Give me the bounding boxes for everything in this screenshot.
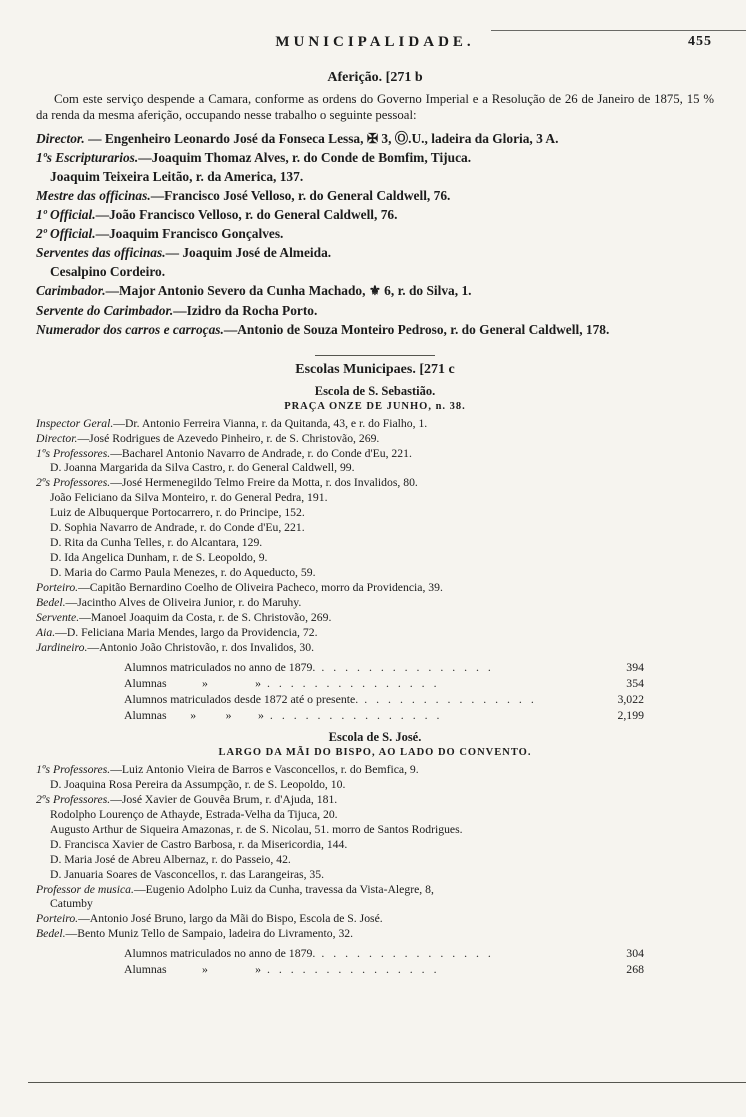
page-header: [36, 34, 714, 58]
entry-text: —Capitão Bernardino Coelho de Oliveira Pacheco, morro da Providencia, 39.: [78, 581, 443, 595]
personnel-entry: [36, 912, 714, 927]
role-label: Bedel.: [36, 927, 66, 941]
personnel-entry: [36, 763, 714, 778]
page-number: 455: [688, 34, 712, 49]
entry-text: Catumby: [50, 897, 93, 911]
role-label: Aia.: [36, 626, 56, 640]
role-label: Professor de musica.: [36, 882, 134, 896]
entry-text: —Francisco José Velloso, r. do General Caldwell, 76.: [150, 188, 451, 204]
role-label: Mestre das officinas.: [36, 188, 151, 204]
personnel-entry: [36, 506, 714, 521]
entry-text: —Joaquim Thomaz Alves, r. do Conde de Bomfim, Tijuca.: [138, 150, 472, 166]
personnel-entry: [36, 417, 714, 432]
dot-leader: [364, 692, 590, 708]
stat-value: 304: [626, 946, 644, 961]
school-name-sebastiao: Escola de S. Sebastião.: [314, 383, 436, 398]
personnel-entry: [36, 581, 714, 596]
sebastiao-enrollment-stats: [124, 660, 644, 724]
afericao-intro-paragraph: Com este serviço despende a Camara, conforme as ordens do Governo Imperial e a Resolução de 26 de Janeiro de 1875, 15 % da renda da mesma aferição, occupando nesse trabalho o seguinte pessoal:: [36, 92, 714, 122]
personnel-entry: [36, 883, 714, 898]
role-label: 2ºs Professores.: [36, 476, 111, 490]
school-address-jose: LARGO DA MÃI DO BISPO, AO LADO DO CONVENTO.: [218, 746, 532, 758]
section-title-afericao: Aferição. [271 b: [327, 70, 423, 85]
stat-row: [124, 946, 644, 962]
personnel-entry: [36, 793, 714, 808]
school-name-jose: Escola de S. José.: [328, 729, 422, 744]
dot-leader: [321, 660, 590, 676]
role-label: Servente.: [36, 611, 80, 625]
role-label: Jardineiro.: [36, 641, 88, 655]
personnel-entry: [36, 853, 714, 868]
personnel-entry: [36, 808, 714, 823]
dot-leader: [270, 708, 590, 724]
stat-row: [124, 660, 644, 676]
entry-text: — Engenheiro Leonardo José da Fonseca Lessa, ✠ 3, Ⓞ.U., ladeira da Gloria, 3 A.: [84, 131, 559, 147]
personnel-entry: [36, 868, 714, 883]
stat-label: Alumnos matriculados desde 1872 até o presente.: [124, 691, 359, 706]
personnel-entry: [36, 521, 714, 536]
entry-text: —Luiz Antonio Vieira de Barros e Vasconcellos, r. do Bemfica, 9.: [110, 762, 419, 776]
entry-text: —Eugenio Adolpho Luiz da Cunha, travessa da Vista-Alegre, 8,: [133, 882, 434, 896]
entry-text: —Izidro da Rocha Porto.: [173, 302, 318, 318]
role-label: 1º Official.: [36, 207, 96, 223]
personnel-entry: [36, 148, 714, 167]
personnel-entry: [36, 536, 714, 551]
stat-label: Alumnas » » »: [124, 707, 264, 722]
header-rule: [491, 30, 746, 31]
stat-row: [124, 676, 644, 692]
role-label: Inspector Geral.: [36, 416, 114, 430]
personnel-entry: [36, 301, 714, 320]
entry-text: D. Januaria Soares de Vasconcellos, r. das Larangeiras, 35.: [50, 867, 325, 881]
personnel-entry: [36, 641, 714, 656]
entry-text: —Jacintho Alves de Oliveira Junior, r. do Maruhy.: [65, 596, 302, 610]
personnel-entry: [36, 243, 714, 262]
personnel-entry: [36, 129, 714, 148]
entry-text: Rodolpho Lourenço de Athayde, Estrada-Velha da Tijuca, 20.: [50, 807, 338, 821]
afericao-personnel-list: [36, 129, 714, 338]
role-label: Porteiro.: [36, 581, 79, 595]
personnel-entry: [36, 491, 714, 506]
entry-text: —João Francisco Velloso, r. do General Caldwell, 76.: [95, 207, 398, 223]
stat-row: [124, 708, 644, 724]
role-label: 1ºs Professores.: [36, 446, 111, 460]
dot-leader: [267, 962, 590, 978]
stat-row: [124, 692, 644, 708]
entry-text: D. Francisca Xavier de Castro Barbosa, r. da Misericordia, 144.: [50, 837, 348, 851]
entry-text: D. Joanna Margarida da Silva Castro, r. do General Caldwell, 99.: [50, 461, 355, 475]
role-label: Carimbador.: [36, 283, 106, 299]
running-title: MUNICIPALIDADE.: [275, 34, 475, 50]
personnel-entry: [36, 224, 714, 243]
personnel-entry: [36, 596, 714, 611]
stat-value: 394: [626, 660, 644, 675]
entry-text: Augusto Arthur de Siqueira Amazonas, r. de S. Nicolau, 51. morro de Santos Rodrigues.: [50, 822, 463, 836]
role-label: 1ºs Professores.: [36, 762, 111, 776]
stat-row: [124, 962, 644, 978]
personnel-entry: [36, 551, 714, 566]
dot-leader: [321, 946, 590, 962]
entry-text: —D. Feliciana Maria Mendes, largo da Providencia, 72.: [55, 626, 318, 640]
role-label: Bedel.: [36, 596, 66, 610]
stat-label: Alumnos matriculados no anno de 1879.: [124, 660, 316, 675]
entry-text: —Antonio José Bruno, largo da Mãi do Bispo, Escola de S. José.: [78, 912, 383, 926]
stat-value: 268: [626, 962, 644, 977]
entry-text: —Manoel Joaquim da Costa, r. de S. Christovão, 269.: [79, 611, 332, 625]
role-label: Servente do Carimbador.: [36, 302, 174, 318]
entry-text: —José Hermenegildo Telmo Freire da Motta, r. dos Invalidos, 80.: [110, 476, 418, 490]
entry-text: —Bento Muniz Tello de Sampaio, ladeira do Livramento, 32.: [65, 927, 354, 941]
dot-leader: [267, 676, 590, 692]
entry-text: Cesalpino Cordeiro.: [50, 264, 166, 280]
stat-value: 2,199: [617, 707, 644, 722]
entry-text: —José Xavier de Gouvêa Brum, r. d'Ajuda, 181.: [110, 792, 338, 806]
stat-label: Alumnas » »: [124, 962, 261, 977]
section-title-escolas: Escolas Municipaes. [271 c: [295, 361, 455, 377]
stat-label: Alumnos matriculados no anno de 1879.: [124, 946, 316, 961]
personnel-entry: [36, 897, 714, 912]
stat-value: 3,022: [617, 691, 644, 706]
entry-text: D. Joaquina Rosa Pereira da Assumpção, r. de S. Leopoldo, 10.: [50, 777, 346, 791]
personnel-entry: [36, 838, 714, 853]
personnel-entry: [36, 447, 714, 462]
sebastiao-personnel-list: [36, 417, 714, 657]
role-label: Serventes das officinas.: [36, 245, 166, 261]
jose-personnel-list: [36, 763, 714, 943]
personnel-entry: [36, 626, 714, 641]
role-label: Director.: [36, 431, 78, 445]
entry-text: D. Ida Angelica Dunham, r. de S. Leopoldo, 9.: [50, 551, 268, 565]
entry-text: —Bacharel Antonio Navarro de Andrade, r. do Conde d'Eu, 221.: [110, 446, 412, 460]
entry-text: D. Maria José de Abreu Albernaz, r. do Passeio, 42.: [50, 852, 291, 866]
personnel-entry: [36, 167, 714, 186]
personnel-entry: [36, 823, 714, 838]
stat-value: 354: [626, 675, 644, 690]
personnel-entry: [36, 205, 714, 224]
personnel-entry: [36, 262, 714, 281]
entry-text: Luiz de Albuquerque Portocarrero, r. do Principe, 152.: [50, 506, 305, 520]
entry-text: —Dr. Antonio Ferreira Vianna, r. da Quitanda, 43, e r. do Fialho, 1.: [113, 416, 428, 430]
personnel-entry: [36, 778, 714, 793]
entry-text: —Joaquim Francisco Gonçalves.: [95, 226, 284, 242]
personnel-entry: [36, 461, 714, 476]
school-address-sebastiao: PRAÇA ONZE DE JUNHO, n. 38.: [284, 400, 466, 412]
personnel-entry: [36, 566, 714, 581]
personnel-entry: [36, 432, 714, 447]
personnel-entry: [36, 927, 714, 942]
personnel-entry: [36, 186, 714, 205]
role-label: Porteiro.: [36, 912, 79, 926]
role-label: Numerador dos carros e carroças.: [36, 321, 224, 337]
entry-text: Joaquim Teixeira Leitão, r. da America, 137.: [50, 169, 304, 185]
bottom-page-rule: [28, 1082, 746, 1083]
personnel-entry: [36, 611, 714, 626]
entry-text: João Feliciano da Silva Monteiro, r. do General Pedra, 191.: [50, 491, 328, 505]
personnel-entry: [36, 281, 714, 300]
section-divider: [315, 355, 435, 356]
entry-text: D. Sophia Navarro de Andrade, r. do Conde d'Eu, 221.: [50, 521, 305, 535]
role-label: Director.: [36, 131, 85, 147]
entry-text: —Major Antonio Severo da Cunha Machado, ⚜ 6, r. do Silva, 1.: [105, 283, 472, 299]
entry-text: D. Maria do Carmo Paula Menezes, r. do Aqueducto, 59.: [50, 566, 316, 580]
personnel-entry: [36, 320, 714, 339]
stat-label: Alumnas » »: [124, 675, 261, 690]
role-label: 1ºs Escripturarios.: [36, 150, 139, 166]
role-label: 2º Official.: [36, 226, 96, 242]
entry-text: —José Rodrigues de Azevedo Pinheiro, r. de S. Christovão, 269.: [77, 431, 380, 445]
entry-text: —Antonio João Christovão, r. dos Invalidos, 30.: [87, 641, 315, 655]
personnel-entry: [36, 476, 714, 491]
entry-text: D. Rita da Cunha Telles, r. do Alcantara, 129.: [50, 536, 263, 550]
entry-text: —Antonio de Souza Monteiro Pedroso, r. do General Caldwell, 178.: [223, 321, 610, 337]
jose-enrollment-stats: [124, 946, 644, 978]
role-label: 2ºs Professores.: [36, 792, 111, 806]
entry-text: — Joaquim José de Almeida.: [165, 245, 332, 261]
